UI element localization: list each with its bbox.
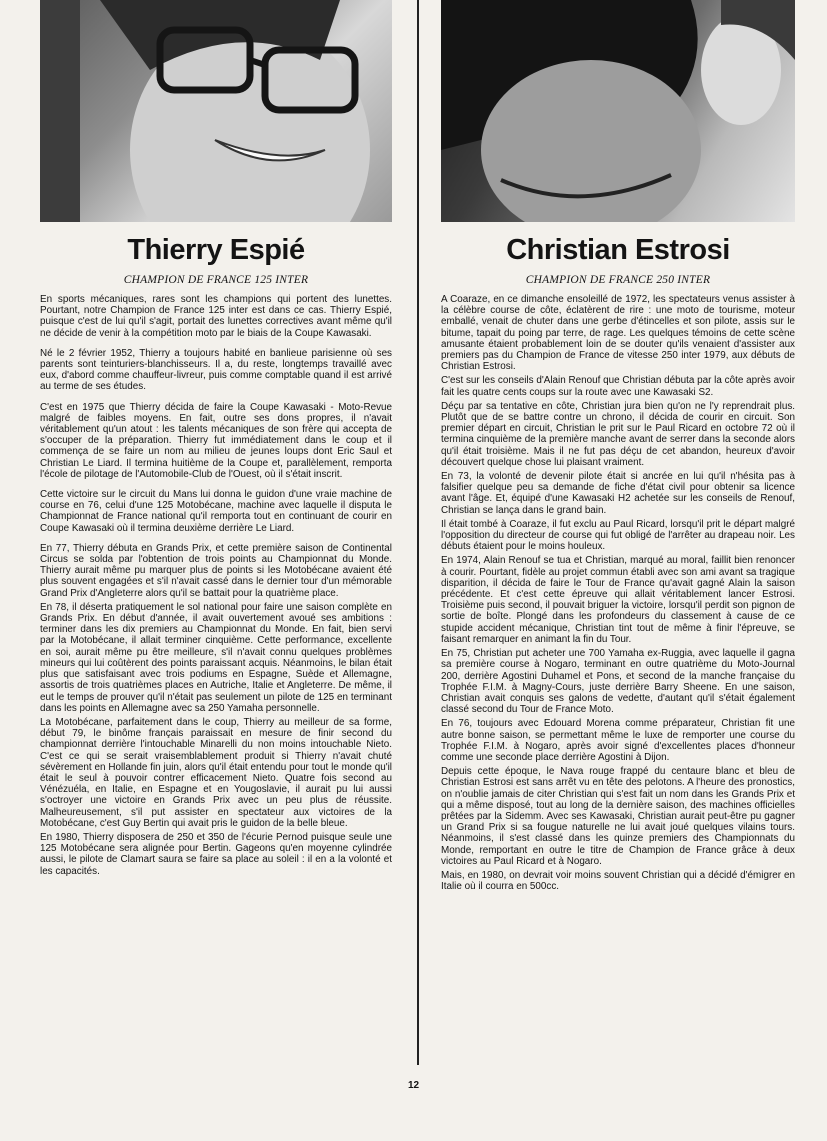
article-body-left (40, 294, 392, 877)
paragraph: Né le 2 février 1952, Thierry a toujours habité en banlieue parisienne où ses parents sont teinturiers-blanchisseurs. Il a, du reste, longtemps travaillé avec eux, d'abord comme chauffeur-livreur, puis comme comptable quand il est arrivé au terme de ses études. (40, 347, 392, 393)
paragraph: En 75, Christian put acheter une 700 Yamaha ex-Ruggia, avec laquelle il gagna sa première course à Nogaro, terminant en outre quatrième du Moto-Journal 200, derrière Agostini Duhamel et Pons, et second de la manche française du Trophée F.I.M. à Magny-Cours, juste derrière Barry Sheene. En une saison, Christian avait conquis ses galons de vedette, d'autant qu'il s'était également classé second du Tour de France Moto. (441, 648, 795, 716)
article-subtitle-left: CHAMPION DE FRANCE 125 INTER (123, 274, 309, 286)
paragraph: Il était tombé à Coaraze, il fut exclu au Paul Ricard, lorsqu'il prit le départ malgré l'opposition du directeur de course qui fut obligé de l'arrêter au drapeau noir. Les débuts étaient pour le moins houleux. (441, 518, 795, 553)
article-body-right (441, 294, 795, 892)
paragraph: En 1980, Thierry disposera de 250 et 350 de l'écurie Pernod puisque seule une 125 Motobécane sera alignée pour Bertin. Gageons qu'en moyenne cylindrée aussi, le pilote de Clamart saura se faire sa place au soleil : il en a la volonté et les capacités. (40, 831, 392, 877)
page-number: 12 (407, 1080, 420, 1091)
article-subtitle-right: CHAMPION DE FRANCE 250 INTER (525, 274, 711, 286)
paragraph: En 77, Thierry débuta en Grands Prix, et cette première saison de Continental Circus se solda par l'obtention de trois points au Championnat du Monde. Thierry aurait même pu marquer plus de points si les Motobécane avaient été plus souvent engagées et s'il n'avait cassé dans le dernier tour d'un mémorable Grand Prix d'Angleterre alors qu'il se battait pour la quatrième place. (40, 542, 392, 599)
paragraph: En 73, la volonté de devenir pilote était si ancrée en lui qu'il n'hésita pas à falsifier quelque peu sa demande de fiche d'état civil pour obtenir sa licence avant l'âge. Et, équipé d'une Kawasaki H2 achetée sur les conseils de Renouf, Christian se lança dans le grand bain. (441, 471, 795, 516)
portrait-photo-thierry-espie (40, 0, 392, 222)
paragraph: A Coaraze, en ce dimanche ensoleillé de 1972, les spectateurs venus assister à la célèbre course de côte, éclatèrent de rire : une moto de tourisme, moteur emballé, venait de chuter dans une gerbe d'étincelles et son pilote, assis sur le bitume, tapait du poing par terre, de rage. Les quelques témoins de cette scène amusante étaient probablement loin de se douter qu'ils venaient d'assister aux premiers pas du Champion de France de vitesse 250 inter 1979, aux débuts de Christian Estrosi. (441, 294, 795, 373)
paragraph: Depuis cette époque, le Nava rouge frappé du centaure blanc et bleu de Christian Estrosi est sans arrêt vu en tête des pelotons. A l'heure des pronostics, on n'oublie jamais de citer Christian qui s'est fait un nom dans les Grands Prix et qui a même disposé, tout au long de la dernière saison, des machines officielles prêtées par la Sidemm. Avec ses Kawasaki, Christian aurait peut-être pu gagner un Grand Prix si sa fougue naturelle ne lui avait joué quelques vilains tours. Néanmoins, il s'est classé dans les quinze premiers des Championnats du Monde, remportant en outre le titre de Champion de France grâce à deux victoires au Paul Ricard et à Nogaro. (441, 766, 795, 867)
paragraph: Déçu par sa tentative en côte, Christian jura bien qu'on ne l'y reprendrait plus. Plutôt que de se battre contre un chrono, il décida de courir en circuit. Son premier départ en circuit, Christian le prit sur le Paul Ricard en octobre 72 où il termina cinquième de la première manche avant de serrer dans la seconde alors qu'il était troisième. Mais il ne fut pas déçu de cet abandon, heureux d'avoir découvert quelque chose lui plaisant vraiment. (441, 400, 795, 468)
right-article (441, 0, 795, 895)
portrait-illustration (441, 0, 795, 222)
paragraph: En 1974, Alain Renouf se tua et Christian, marqué au moral, faillit bien renoncer à courir. Pourtant, fidèle au projet commun établi avec son ami avant sa tragique disparition, il décida de faire le Tour de France qu'avait gagné Alain la saison précédente. Et c'est cette épreuve qui allait véritablement lancer Estrosi. Troisième puis second, il pouvait briguer la victoire, lorsqu'il perdit son pignon de sortie de boîte. Plongé dans les profondeurs du classement à cause de ce stupide accident mécanique, Christian tint tout de même à finir l'épreuve, se faisant remarquer en animant la fin du Tour. (441, 555, 795, 645)
portrait-photo-christian-estrosi (441, 0, 795, 222)
paragraph: En 76, toujours avec Edouard Morena comme préparateur, Christian fit une autre bonne saison, se permettant même le luxe de remporter une course du Trophée F.I.M. à Nogaro, après avoir signé d'excellentes places d'honneur comme une seconde place derrière Agostini à Dijon. (441, 718, 795, 763)
left-article (40, 0, 392, 880)
paragraph: Cette victoire sur le circuit du Mans lui donna le guidon d'une vraie machine de course en 76, celui d'une 125 Motobécane, machine avec laquelle il disputa le Championnat de France national qu'il remporta tout en continuant de courir en Coupe Kawasaki où il termina deuxième derrière Le Liard. (40, 489, 392, 534)
paragraph: La Motobécane, parfaitement dans le coup, Thierry au meilleur de sa forme, début 79, le binôme français paraissait en mesure de finir second du championnat derrière l'intouchable Minarelli du non moins intouchable Nieto. C'est ce qui se serait vraisemblablement produit si Thierry n'avait chuté sévèrement en Hollande fin juin, alors qu'il était entendu pour tout le monde qu'il était le seul à pouvoir contrer efficacement Nieto. Quatre fois second au Vénézuéla, en Italie, en Espagne et en Yougoslavie, il aurait pu lui aussi s'octroyer une victoire en Grands Prix avec un peu plus de réussite. Malheureusement, s'il put assister en spectateur aux victoires de la Motobécane, c'est Guy Bertin qui avait pris le guidon de la belle bleue. (40, 716, 392, 829)
paragraph: En sports mécaniques, rares sont les champions qui portent des lunettes. Pourtant, notre Champion de France 125 inter est dans ce cas. Thierry Espié, puisque c'est de lui qu'il s'agit, portait des lunettes correctives avant même qu'il ne décide de venir à la compétition moto par le biais de la Coupe Kawasaki. (40, 294, 392, 339)
article-title-left: Thierry Espié (127, 234, 305, 266)
paragraph: Mais, en 1980, on devrait voir moins souvent Christian qui a décidé d'émigrer en Italie où il courra en 500cc. (441, 869, 795, 893)
paragraph: En 78, il déserta pratiquement le sol national pour faire une saison complète en Grands Prix. En début d'année, il avait ouvertement avoué ses ambitions : terminer dans les dix premiers au Championnat du Monde. En fait, bien servi par la Motobécane, il allait terminer cinquième. Cette performance, excellente en soi, aurait même pu être meilleure, s'il n'avait connu quelques problèmes mineurs qui lui coûtèrent des points paraissant acquis. Néanmoins, le bilan était plus que satisfaisant avec trois podiums en Espagne, Suède et Allemagne, assortis de trois quatrièmes places en Autriche, Italie et Angleterre. De même, il eut le temps de prouver qu'il n'était pas seulement un pilote de 125 en terminant dans les points en Allemagne avec sa 250 Yamaha personnelle. (40, 601, 392, 714)
column-divider (417, 0, 419, 1065)
portrait-illustration (40, 0, 392, 222)
paragraph: C'est en 1975 que Thierry décida de faire la Coupe Kawasaki - Moto-Revue malgré de faibles moyens. En fait, outre ses dons propres, il n'avait véritablement qu'un atout : les talents mécaniques de son frère qui accepta de s'occuper de la préparation. Thierry fut immédiatement dans le coup et il commença de se faire un nom au milieu de jeunes loups dont Eric Saul et Christian Le Liard. Il termina huitième de la Coupe et, parallèlement, remporta l'école de pilotage de l'Automobile-Club de l'Ouest, où il s'était inscrit. (40, 401, 392, 480)
article-title-right: Christian Estrosi (506, 234, 730, 266)
paragraph: C'est sur les conseils d'Alain Renouf que Christian débuta par la côte après avoir fait les quatre cents coups sur la route avec une Kawasaki S2. (441, 375, 795, 398)
